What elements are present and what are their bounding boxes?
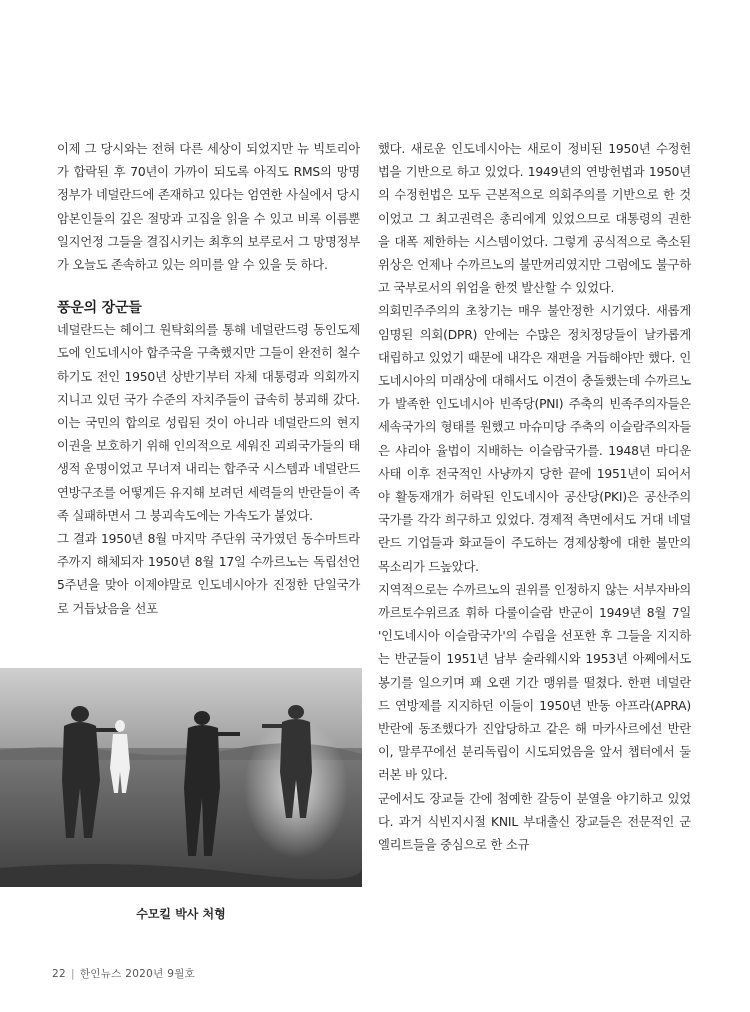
publication-name: 한인뉴스 2020년 9월호 (79, 968, 196, 980)
footer-separator: | (70, 968, 75, 980)
section-title: 풍운의 장군들 (57, 300, 142, 317)
right-paragraph-4: 군에서도 장교들 간에 첨예한 갈등이 분열을 야기하고 있었다. 과거 식빈지시절 KNIL 부대출신 장교들은 전문적인 군엘리트들을 중심으로 한 소규 (378, 791, 691, 853)
left-column (57, 138, 360, 621)
intro-paragraph: 이제 그 당시와는 전혀 다른 세상이 되었지만 뉴 빅토리아가 합락된 후 70년이 가까이 되도록 아직도 RMS의 망명정부가 네덜란드에 존재하고 있다는 엄연한 사실에서 당시 암본인들의 깊은 절망과 고집을 읽을 수 있고 비록 이름뿐일지언정 그들을 결집시키는 최후의 보루로서 그 망명정부가 오늘도 존속하고 있는 의미를 알 수 있을 듯 하다. (57, 142, 360, 273)
right-paragraph-2: 의회민주주의의 초창기는 매우 불안정한 시기였다. 새롭게 임명된 의회(DPR) 안에는 수많은 정치정당들이 날카롭게 대립하고 있었기 때문에 내각은 재편을 거듭해야만 했다. 인도네시아의 미래상에 대해서도 이견이 충돌했는데 수까르노가 발족한 인도네시아 빈족당(PNI) 주축의 빈족주의자들은 세속국가의 형태를 원했고 마슈미당 주축의 이슬람주의자들은 샤리아 율법이 지배하는 이슬람국가를. 1948년 마디운사태 이후 전국적인 사냥까지 당한 끝에 1951년이 되어서야 활동재개가 허락된 인도네시아 공산당(PKI)은 공산주의 국가를 각각 희구하고 있었다. 경제적 측면에서도 거대 네덜란드 기업들과 화교들이 주도하는 경제상황에 대한 불만의 목소리가 드높았다. (378, 304, 691, 574)
right-column (378, 138, 691, 857)
execution-photo (0, 668, 362, 887)
page-number: 22 (52, 968, 66, 980)
section-paragraph-1: 네덜란드는 헤이그 원탁회의를 통해 네덜란드령 동인도제도에 인도네시아 합주국을 구축했지만 그들이 완전히 철수하기도 전인 1950년 상반기부터 자체 대통령과 의회까지 지니고 있던 국가 수준의 자치주들이 급속히 붕괴해 갔다. 이는 국민의 합의로 성립된 것이 아니라 네덜란드의 현지 이권을 보호하기 위해 인의적으로 세워진 괴뢰국가들의 태생적 운명이었고 무너져 내리는 합주국 시스템과 네덜란드 연방구조를 어떻게든 유지해 보려던 세력들의 반란들이 족족 실패하면서 그 붕괴속도에는 가속도가 붙었다. (57, 323, 360, 523)
execution-photo-image (0, 668, 362, 887)
photo-caption: 수모킬 박사 처형 (136, 907, 226, 921)
right-paragraph-1: 했다. 새로운 인도네시아는 새로이 정비된 1950년 수정헌법을 기반으로 하고 있었다. 1949년의 연방헌법과 1950년의 수정헌법은 모두 근본적으로 의회주의를 기반으로 한 것이었고 그 최고권력은 총리에게 있었으므로 대통령의 권한을 대폭 제한하는 시스템이었다. 그렇게 공식적으로 축소된 위상은 언제나 수까르노의 불만꺼리였지만 그럼에도 불구하고 국부로서의 위엄을 한껏 발산할 수 있었다. (378, 142, 691, 296)
section-paragraph-2: 그 결과 1950년 8월 마지막 주단위 국가였던 동수마트라주까지 해체되자 1950년 8월 17일 수까르노는 독립선언 5주년을 맞아 이제야말로 인도네시아가 진정한 단일국가로 거듭났음을 선포 (57, 532, 360, 616)
page-footer (52, 966, 195, 981)
right-paragraph-3: 지역적으로는 수까르노의 권위를 인정하지 않는 서부자바의 까르토수위르죠 휘하 다룰이슬람 반군이 1949년 8월 7일 '인도네시아 이슬람국가'의 수립을 선포한 후 그들을 지지하는 반군들이 1951년 남부 술라웨시와 1953년 아쩨에서도 봉기를 일으키며 꽤 오랜 기간 맹위를 떨쳤다. 한편 네덜란드 연방제를 지지하던 이들이 1950년 반동 아프라(APRA) 반란에 동조했다가 진압당하고 같은 해 마카사르에선 반란이, 말루꾸에선 분리독립이 시도되었음을 앞서 챕터에서 둘러본 바 있다. (378, 582, 691, 783)
